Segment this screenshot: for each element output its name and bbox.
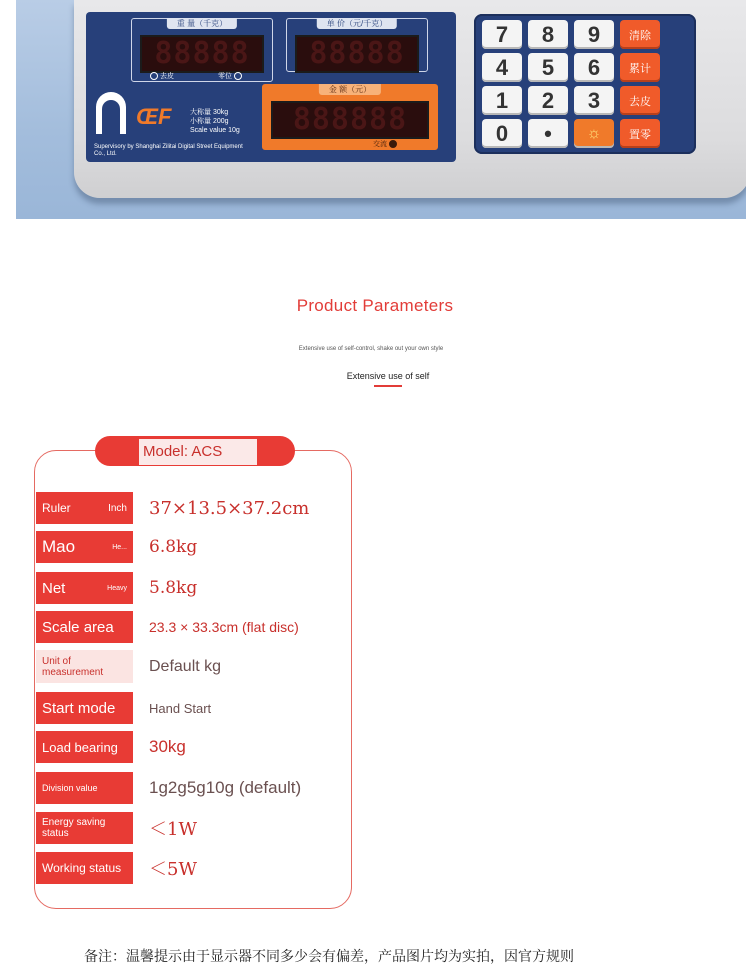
keypad-key[interactable]: 9	[574, 20, 614, 49]
tare-indicator-icon	[150, 72, 158, 80]
emblem-icon	[96, 92, 126, 134]
model-label: Model: ACS	[139, 439, 257, 465]
keypad-key[interactable]: 0	[482, 119, 522, 148]
param-label-main: Scale area	[42, 618, 114, 636]
keypad-key[interactable]: 4	[482, 53, 522, 82]
capacity-max: 大称量 30kg	[190, 109, 229, 116]
param-label	[36, 852, 133, 884]
param-value: 23.3 × 33.3cm (flat disc)	[149, 619, 299, 635]
weight-display	[131, 18, 273, 82]
keypad-key[interactable]: ☼	[574, 119, 614, 148]
keypad-key[interactable]: 去皮	[620, 86, 660, 115]
section-tagline: Extensive use of self	[346, 371, 430, 381]
param-value: 1g2g5g10g (default)	[149, 778, 302, 797]
param-label-main: Mao	[42, 537, 76, 556]
keypad-keys	[482, 20, 696, 148]
keypad-key[interactable]: 3	[574, 86, 614, 115]
param-label-small: Inch	[108, 502, 127, 514]
param-label	[36, 650, 133, 683]
param-label-small: He...	[112, 543, 127, 551]
unit-price-caption: 单 价（元/千克）	[317, 18, 397, 29]
section-subtitle: Extensive use of self-control, shake out your own style	[298, 346, 444, 352]
param-label-main: Unit of measurement	[42, 655, 104, 678]
param-label	[36, 772, 133, 804]
keypad-key[interactable]: •	[528, 119, 568, 148]
unit-price-digits: 88888	[295, 35, 419, 73]
param-label	[36, 812, 133, 844]
scale-body	[74, 0, 746, 198]
zero-indicator-label: 零位	[218, 73, 232, 80]
display-panel	[86, 12, 456, 162]
param-value: ＜5W	[149, 859, 197, 880]
keypad-key[interactable]: 7	[482, 20, 522, 49]
ac-indicator	[373, 139, 397, 149]
footnote: 备注：温馨提示由于显示器不同多少会有偏差，产品图片均为实拍，因官方规则	[84, 948, 574, 964]
param-label-main: Ruler	[42, 501, 71, 515]
tagline-underline	[374, 385, 402, 387]
weight-digits: 88888	[140, 35, 264, 73]
tare-indicator	[150, 71, 174, 81]
param-value: 37×13.5×37.2cm	[149, 497, 310, 519]
zero-indicator-icon	[234, 72, 242, 80]
param-value: 30kg	[149, 737, 186, 756]
ac-indicator-label: 交流	[373, 141, 387, 148]
keypad-key[interactable]: 5	[528, 53, 568, 82]
keypad-key[interactable]: 2	[528, 86, 568, 115]
capacity-info	[190, 108, 240, 135]
keypad	[474, 14, 696, 154]
param-label-main: Start mode	[42, 699, 116, 717]
keypad-key[interactable]: 累计	[620, 53, 660, 82]
param-label	[36, 572, 133, 604]
keypad-key[interactable]: 置零	[620, 119, 660, 148]
param-label-main: Load bearing	[42, 739, 118, 755]
zero-indicator	[218, 71, 242, 81]
param-value: Hand Start	[149, 700, 212, 716]
weight-caption: 重 量（千克）	[167, 18, 237, 29]
param-value: 5.8kg	[149, 578, 198, 598]
keypad-key[interactable]: 1	[482, 86, 522, 115]
supervisory-text: Supervisory by Shanghai Zilitai Digital Street Equipment Co., Ltd.	[94, 144, 243, 157]
scale-value: Scale value 10g	[190, 127, 240, 134]
amount-caption: 金 额（元）	[319, 84, 381, 95]
unit-price-display	[286, 18, 428, 72]
param-label-main: Working status	[42, 861, 122, 875]
tare-indicator-label: 去皮	[159, 73, 174, 80]
param-label-main: Net	[42, 579, 66, 597]
param-value: Default kg	[149, 657, 222, 675]
section-title: Product Parameters	[296, 296, 454, 315]
param-label-main: Division value	[42, 783, 98, 793]
amount-digits: 888888	[271, 101, 429, 139]
param-label	[36, 531, 133, 563]
brand-logo-icon: ŒF	[136, 104, 172, 129]
amount-display	[262, 84, 438, 150]
param-label	[36, 692, 133, 724]
capacity-min: 小称量 200g	[190, 118, 229, 125]
keypad-key[interactable]: 8	[528, 20, 568, 49]
param-label	[36, 731, 133, 763]
ac-indicator-icon	[389, 140, 397, 148]
param-value: ＜1W	[149, 819, 197, 840]
param-label	[36, 611, 133, 643]
param-label-small: Heavy	[107, 584, 127, 592]
param-value: 6.8kg	[149, 537, 198, 557]
param-label	[36, 492, 133, 524]
keypad-key[interactable]: 6	[574, 53, 614, 82]
keypad-key[interactable]: 清除	[620, 20, 660, 49]
product-photo	[16, 0, 746, 219]
param-label-main: Energy saving status	[42, 817, 106, 839]
